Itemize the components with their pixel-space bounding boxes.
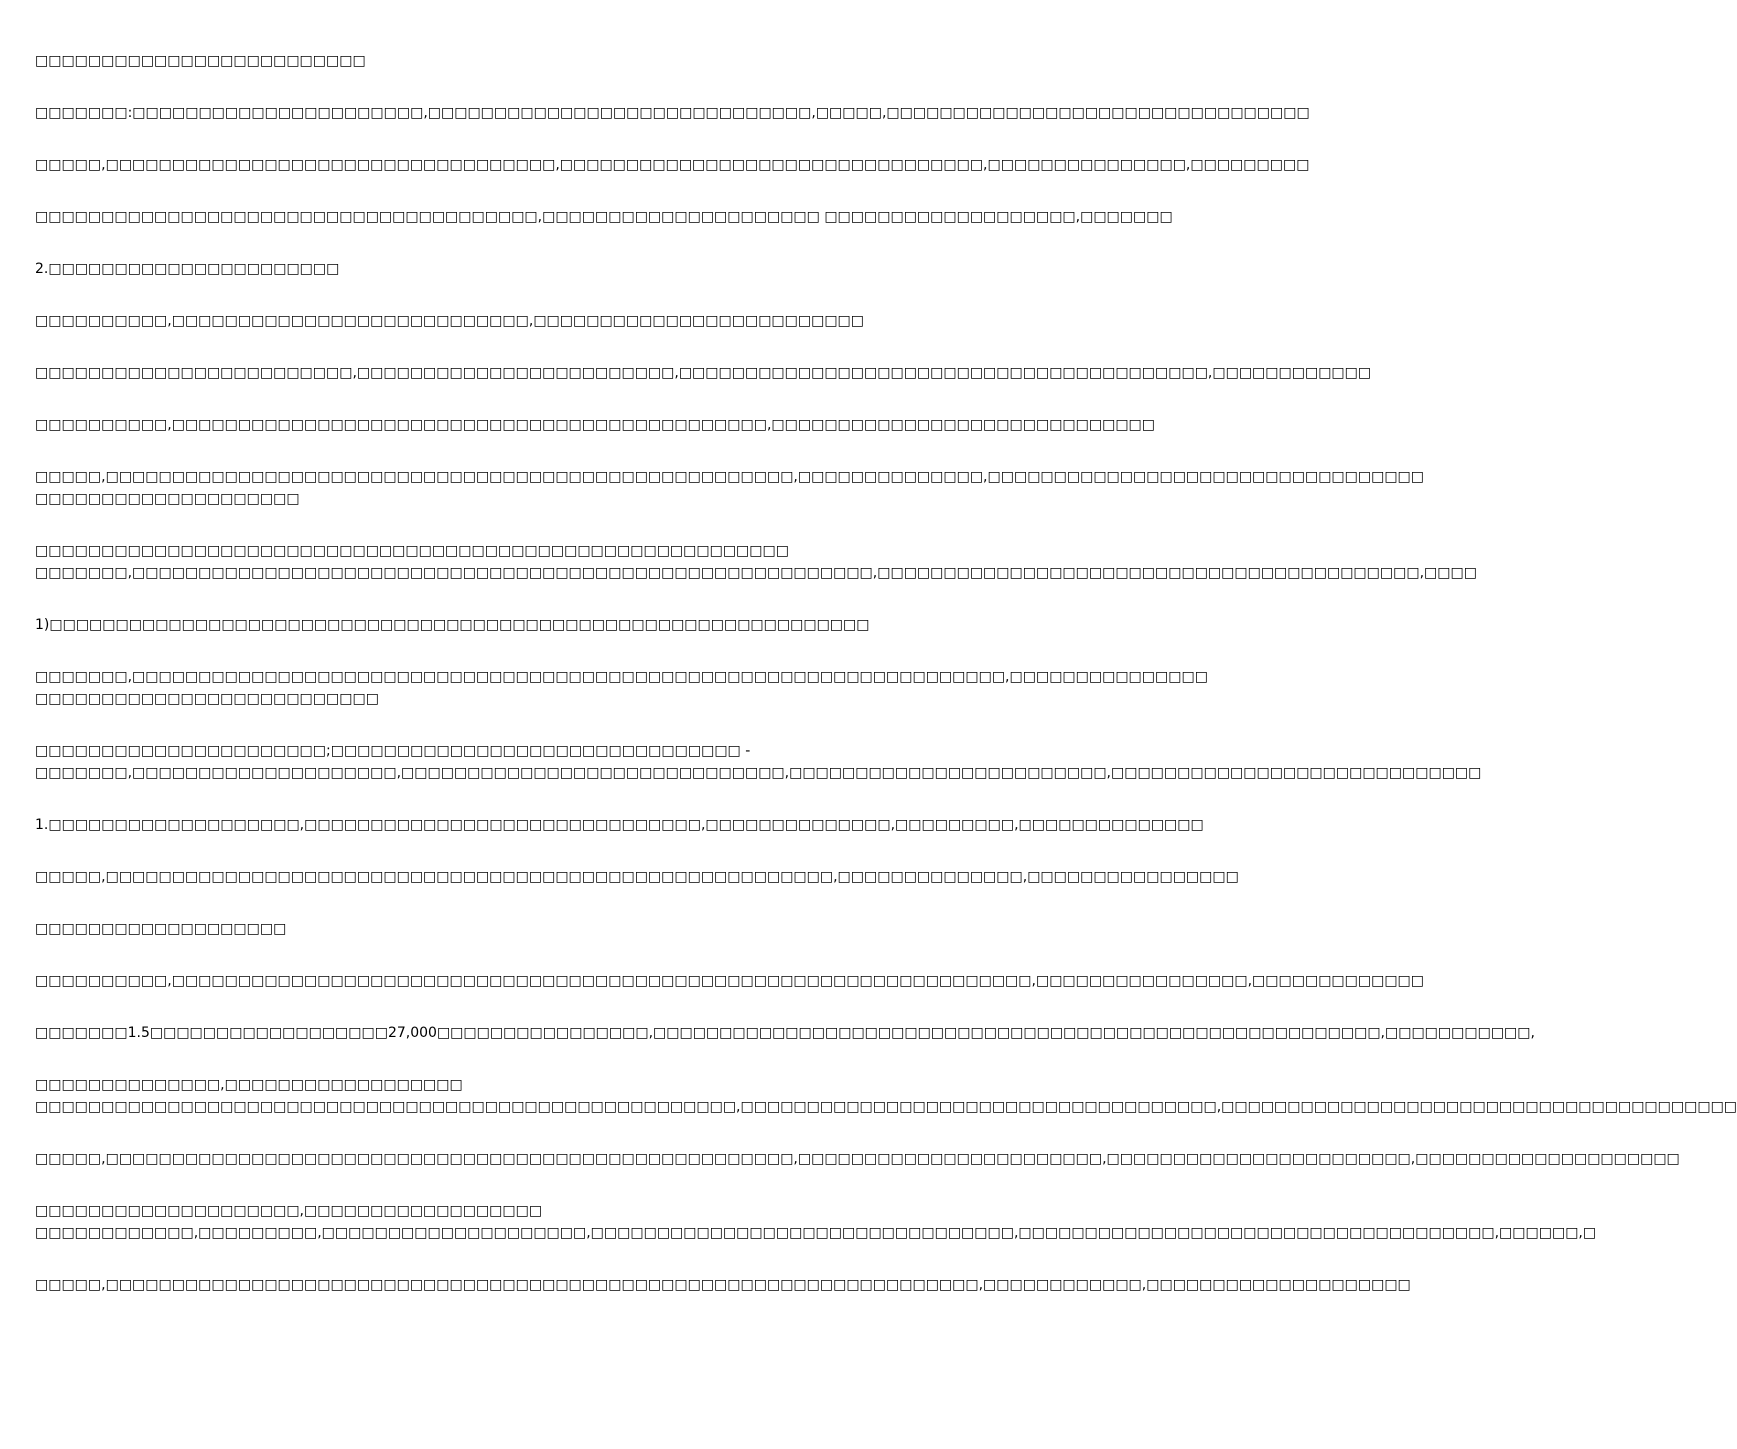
text-line: □□□□□□□□□□□□□□□□□□□ [35,921,287,937]
paragraph [35,206,1173,228]
text-line: □□□□□□□□□□,□□□□□□□□□□□□□□□□□□□□□□□□□□□□□□□□□□□□□□□□□□□□□,□□□□□□□□□□□□□□□□□□□□□□□□□□□□□ [35,417,1156,433]
text-line: □□□□□□□,□□□□□□□□□□□□□□□□□□□□□□□□□□□□□□□□□□□□□□□□□□□□□□□□□□□□□□□□□□□□□□□□□□,□□□□□□□□□□□□□□□ [35,669,1208,685]
text-line: □□□□□□□1.5□□□□□□□□□□□□□□□□□□27,000□□□□□□□□□□□□□□□□,□□□□□□□□□□□□□□□□□□□□□□□□□□□□□□□□□□□□□□□□□□□□□□□□□□□□□□□,□□□□□□□□□□□, [35,1025,1535,1041]
paragraph [35,1148,1680,1170]
paragraph [35,310,989,332]
text-line: □□□□□,□□□□□□□□□□□□□□□□□□□□□□□□□□□□□□□□□□□□□□□□□□□□□□□□□□□□,□□□□□□□□□□□□□□□□□□□□□□□,□□□□□□□□□□□□□□□□□□□□□□□,□□□□□□□□□□□□□□□□□□□□ [35,1151,1680,1167]
list-item [35,614,989,636]
text-line: □□□□□□□□□□□□,□□□□□□□□□,□□□□□□□□□□□□□□□□□□□□,□□□□□□□□□□□□□□□□□□□□□□□□□□□□□□□□,□□□□□□□□□□□□□□□□□□□□□□□□□□□□□□□□□□□□,□□□□□□,□ [35,1225,1597,1241]
paragraph [35,362,1372,384]
paragraph [35,414,1156,436]
text-line: 1.□□□□□□□□□□□□□□□□□□□,□□□□□□□□□□□□□□□□□□□□□□□□□□□□□□,□□□□□□□□□□□□□□,□□□□□□□□□,□□□□□□□□□□□□□□ [35,817,1204,833]
text-line: 1)□□□□□□□□□□□□□□□□□□□□□□□□□□□□□□□□□□□□□□□□□□□□□□□□□□□□□□□□□□□□□□ [35,617,870,633]
paragraph [35,154,1310,176]
text-line: □□□□□□□□□□□□□□□□□□□□□□;□□□□□□□□□□□□□□□□□□□□□□□□□□□□□□□ - [35,743,751,759]
paragraph [35,466,1425,510]
paragraph [35,970,1425,992]
text-line: □□□□□□□□□□□□□□□□□□□□□□□□□ [35,53,366,69]
text-line: □□□□□□□□□□□□□□,□□□□□□□□□□□□□□□□□□ [35,1077,463,1093]
paragraph [35,740,1482,784]
text-line: □□□□□□□□□□□□□□□□□□□□□□□□□□□□□□□□□□□□□□□□□□□□□□□□□□□□□□□□□ [35,543,789,559]
text-line: □□□□□□□:□□□□□□□□□□□□□□□□□□□□□□,□□□□□□□□□□□□□□□□□□□□□□□□□□□□□,□□□□□,□□□□□□□□□□□□□□□□□□□□□□□□□□□□□□□□ [35,105,1310,121]
paragraph [35,866,1239,888]
text-line: □□□□□□□□□□□□□□□□□□□□□□□□□□ [35,691,379,707]
paragraph [35,666,1208,710]
paragraph [35,1274,1411,1296]
section-heading [35,258,989,280]
text-line: □□□□□,□□□□□□□□□□□□□□□□□□□□□□□□□□□□□□□□□□□□□□□□□□□□□□□□□□□□,□□□□□□□□□□□□□□,□□□□□□□□□□□□□□□□□□□□□□□□□□□□□□□□□ [35,469,1425,485]
text-line: □□□□□□□□□□□□□□□□□□□□,□□□□□□□□□□□□□□□□□□ [35,1203,543,1219]
paragraph [35,1022,1535,1044]
paragraph [35,1200,1597,1244]
list-item [35,814,1204,836]
text-line: □□□□□□□□□□□□□□□□□□□□□□□□□□□□□□□□□□□□□□,□□□□□□□□□□□□□□□□□□□□□ □□□□□□□□□□□□□□□□□□□,□□□□□□□ [35,209,1173,225]
paragraph [35,540,1477,584]
text-line: □□□□□□□□□□□□□□□□□□□□□□□□□□□□□□□□□□□□□□□□□□□□□□□□□□□□□,□□□□□□□□□□□□□□□□□□□□□□□□□□□□□□□□□□□□,□□□□□□□□□□□□□□□□□□□□□□□□□□□□□□□□□□□□□□□ [35,1099,1737,1115]
text-line: □□□□□,□□□□□□□□□□□□□□□□□□□□□□□□□□□□□□□□□□□□□□□□□□□□□□□□□□□□□□□□□□□□□□□□□□,□□□□□□□□□□□□,□□□□□□□□□□□□□□□□□□□□ [35,1277,1411,1293]
text-line: □□□□□,□□□□□□□□□□□□□□□□□□□□□□□□□□□□□□□□□□,□□□□□□□□□□□□□□□□□□□□□□□□□□□□□□□□,□□□□□□□□□□□□□□□,□□□□□□□□□ [35,157,1310,173]
text-line: □□□□□□□,□□□□□□□□□□□□□□□□□□□□,□□□□□□□□□□□□□□□□□□□□□□□□□□□□□,□□□□□□□□□□□□□□□□□□□□□□□□,□□□□□□□□□□□□□□□□□□□□□□□□□□□□ [35,765,1482,781]
text-line: □□□□□□□□□□□□□□□□□□□□ [35,491,300,507]
text-line: □□□□□□□□□□□□□□□□□□□□□□□□,□□□□□□□□□□□□□□□□□□□□□□□□,□□□□□□□□□□□□□□□□□□□□□□□□□□□□□□□□□□□□□□□□,□□□□□□□□□□□□ [35,365,1372,381]
text-line: 2.□□□□□□□□□□□□□□□□□□□□□□ [35,261,340,277]
section-heading [35,918,989,940]
paragraph [35,1074,1737,1118]
paragraph [35,102,1310,124]
text-line: □□□□□□□□□□,□□□□□□□□□□□□□□□□□□□□□□□□□□□,□□□□□□□□□□□□□□□□□□□□□□□□□ [35,313,865,329]
text-line: □□□□□□□□□□,□□□□□□□□□□□□□□□□□□□□□□□□□□□□□□□□□□□□□□□□□□□□□□□□□□□□□□□□□□□□□□□□□,□□□□□□□□□□□□□□□□,□□□□□□□□□□□□□ [35,973,1425,989]
text-line: □□□□□,□□□□□□□□□□□□□□□□□□□□□□□□□□□□□□□□□□□□□□□□□□□□□□□□□□□□□□□,□□□□□□□□□□□□□□,□□□□□□□□□□□□□□□□ [35,869,1239,885]
paragraph [35,50,989,72]
text-line: □□□□□□□,□□□□□□□□□□□□□□□□□□□□□□□□□□□□□□□□□□□□□□□□□□□□□□□□□□□□□□□□,□□□□□□□□□□□□□□□□□□□□□□□□□□□□□□□□□□□□□□□□□,□□□□ [35,565,1477,581]
document-page [35,50,1737,1326]
